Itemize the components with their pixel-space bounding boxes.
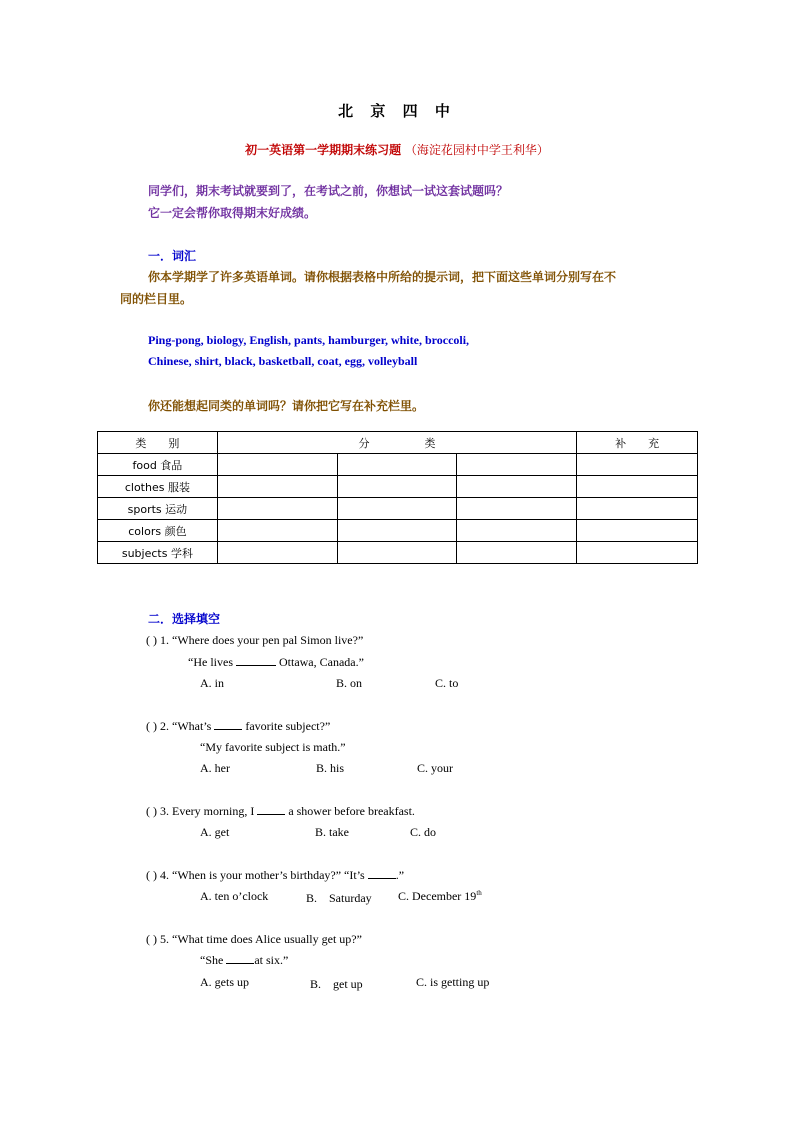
answer-blank[interactable] — [226, 953, 254, 964]
exam-title: 初一英语第一学期期末练习题 — [245, 143, 402, 157]
question-number: ( ) 5. — [146, 932, 169, 946]
question-number: ( ) 4. — [146, 868, 169, 882]
question-number: ( ) 1. — [146, 633, 169, 647]
table-cell[interactable] — [217, 498, 337, 520]
table-cell[interactable] — [217, 454, 337, 476]
section-1-instruction-2: 同的栏目里。 — [120, 292, 193, 306]
table-row — [98, 520, 698, 542]
q1-option-a[interactable]: A. in — [200, 676, 224, 690]
table-cell[interactable] — [337, 498, 457, 520]
table-cell[interactable] — [577, 498, 698, 520]
q5-option-a[interactable]: A. gets up — [200, 975, 249, 989]
q3-option-b[interactable]: B. take — [315, 825, 349, 839]
question-1 — [146, 633, 363, 648]
question-2-line-2: “My favorite subject is math.” — [200, 740, 346, 754]
header-supplement: 补 充 — [577, 432, 698, 454]
table-row — [98, 498, 698, 520]
table-row — [98, 476, 698, 498]
question-5-line-2: “She at six.” — [200, 953, 289, 967]
section-1-instruction-1: 你本学期学了许多英语单词。请你根据表格中所给的提示词，把下面这些单词分别写在不 — [148, 270, 617, 284]
answer-blank[interactable] — [214, 719, 242, 730]
table-cell[interactable] — [217, 542, 337, 564]
row-label-colors: colors 颜色 — [98, 520, 218, 542]
table-cell[interactable] — [457, 476, 577, 498]
question-3: ( ) 3. Every morning, I a shower before breakfast. — [146, 804, 415, 818]
answer-blank[interactable] — [257, 804, 285, 815]
q5-option-c[interactable]: C. is getting up — [416, 975, 490, 989]
table-cell[interactable] — [337, 454, 457, 476]
table-cell[interactable] — [457, 542, 577, 564]
q4-option-b[interactable]: B. Saturday — [306, 891, 372, 905]
question-5 — [146, 932, 362, 947]
question-number: ( ) 2. — [146, 719, 169, 733]
school-title: 北 京 四 中 — [338, 102, 456, 120]
question-number: ( ) 3. — [146, 804, 169, 818]
section-1-heading: 一．词汇 — [148, 249, 197, 263]
table-cell[interactable] — [457, 454, 577, 476]
q5-option-b[interactable]: B. get up — [310, 977, 363, 991]
question-text: “Where does your pen pal Simon live?” — [172, 633, 364, 647]
table-cell[interactable] — [217, 476, 337, 498]
q3-option-a[interactable]: A. get — [200, 825, 230, 839]
q2-option-c[interactable]: C. your — [417, 761, 453, 775]
q1-option-c[interactable]: C. to — [435, 676, 459, 690]
question-4: ( ) 4. “When is your mother’s birthday?” “It’s .” — [146, 868, 405, 882]
row-label-sports: sports 运动 — [98, 498, 218, 520]
section-2-heading: 二．选择填空 — [148, 612, 221, 626]
row-label-food: food 食品 — [98, 454, 218, 476]
answer-blank[interactable] — [368, 868, 396, 879]
q3-option-c[interactable]: C. do — [410, 825, 437, 839]
intro-line-2: 它一定会帮你取得期末好成绩。 — [148, 206, 317, 220]
table-cell[interactable] — [337, 542, 457, 564]
table-cell[interactable] — [577, 454, 698, 476]
header-category: 类 别 — [98, 432, 218, 454]
table-cell[interactable] — [577, 542, 698, 564]
row-label-subjects: subjects 学科 — [98, 542, 218, 564]
q2-option-a[interactable]: A. her — [200, 761, 230, 775]
section-1-prompt: 你还能想起同类的单词吗？请你把它写在补充栏里。 — [148, 399, 425, 413]
table-cell[interactable] — [337, 476, 457, 498]
q1-option-b[interactable]: B. on — [336, 676, 363, 690]
word-list-line-2: Chinese, shirt, black, basketball, coat, egg, volleyball — [148, 354, 418, 368]
question-text: “What time does Alice usually get up?” — [172, 932, 362, 946]
q4-option-c[interactable]: C. December 19th — [398, 889, 482, 903]
table-cell[interactable] — [577, 476, 698, 498]
header-classification: 分 类 — [217, 432, 576, 454]
exam-subtitle — [0, 141, 794, 158]
table-cell[interactable] — [457, 498, 577, 520]
word-list-line-1: Ping-pong, biology, English, pants, hamburger, white, broccoli, — [148, 333, 470, 347]
table-header-row — [98, 432, 698, 454]
table-cell[interactable] — [217, 520, 337, 542]
question-1-line-2: “He lives Ottawa, Canada.” — [188, 655, 364, 669]
table-cell[interactable] — [337, 520, 457, 542]
category-table — [97, 431, 698, 564]
q2-option-b[interactable]: B. his — [316, 761, 345, 775]
exam-author: （海淀花园村中学王利华） — [404, 143, 549, 157]
q4-option-a[interactable]: A. ten o’clock — [200, 889, 269, 903]
table-cell[interactable] — [457, 520, 577, 542]
intro-line-1: 同学们，期末考试就要到了，在考试之前，你想试一试这套试题吗？ — [148, 184, 509, 198]
row-label-clothes: clothes 服装 — [98, 476, 218, 498]
table-cell[interactable] — [577, 520, 698, 542]
table-row — [98, 454, 698, 476]
question-2: ( ) 2. “What’s favorite subject?” — [146, 719, 331, 733]
table-row — [98, 542, 698, 564]
answer-blank[interactable] — [236, 655, 276, 666]
